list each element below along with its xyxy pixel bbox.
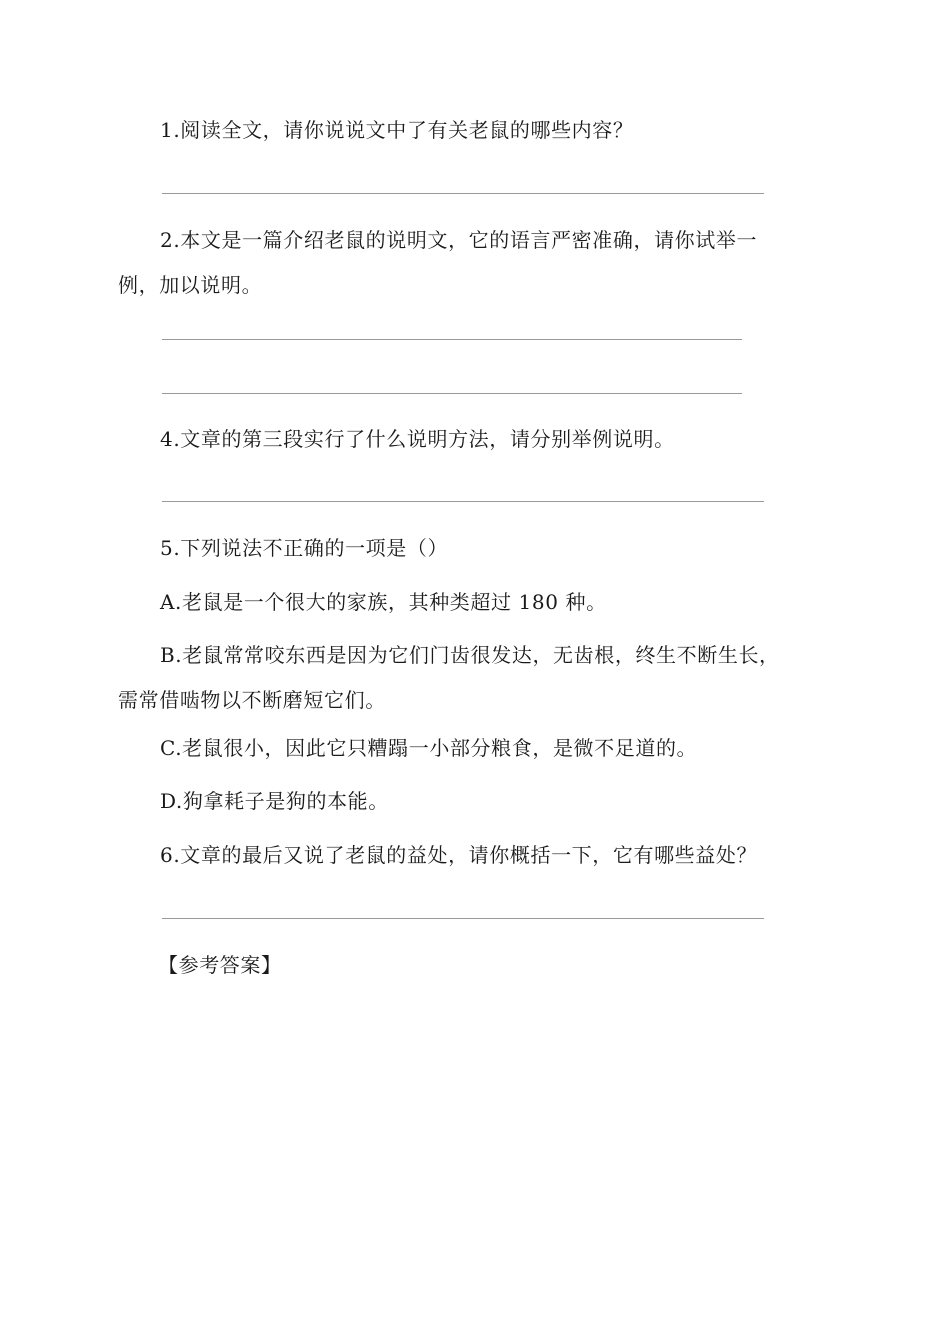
option-c: C.老鼠很小，因此它只糟蹋一小部分粮食，是微不足道的。 (160, 736, 698, 760)
answer-line-1[interactable] (162, 193, 764, 194)
question-2-line-2: 例，加以说明。 (118, 273, 263, 297)
answer-line-2b[interactable] (162, 393, 742, 394)
question-5: 5.下列说法不正确的一项是（） (160, 536, 449, 560)
option-b-line-2: 需常借啮物以不断磨短它们。 (118, 688, 386, 712)
question-1: 1.阅读全文，请你说说文中了有关老鼠的哪些内容？ (160, 118, 634, 142)
option-b (118, 645, 834, 710)
option-d: D.狗拿耗子是狗的本能。 (160, 789, 389, 813)
option-b-line-1: B.老鼠常常咬东西是因为它们门齿很发达，无齿根，终生不断生长， (160, 643, 780, 667)
question-4: 4.文章的第三段实行了什么说明方法，请分别举例说明。 (160, 427, 675, 451)
answer-line-6[interactable] (162, 918, 764, 919)
question-2-line-1: 2.本文是一篇介绍老鼠的说明文，它的语言严密准确，请你试举一 (160, 228, 758, 252)
answer-line-4[interactable] (162, 501, 764, 502)
question-2 (118, 230, 834, 295)
option-a: A.老鼠是一个很大的家族，其种类超过 180 种。 (160, 590, 607, 614)
question-6: 6.文章的最后又说了老鼠的益处，请你概括一下，它有哪些益处？ (160, 843, 758, 867)
answer-heading: 【参考答案】 (158, 953, 282, 977)
answer-line-2a[interactable] (162, 339, 742, 340)
